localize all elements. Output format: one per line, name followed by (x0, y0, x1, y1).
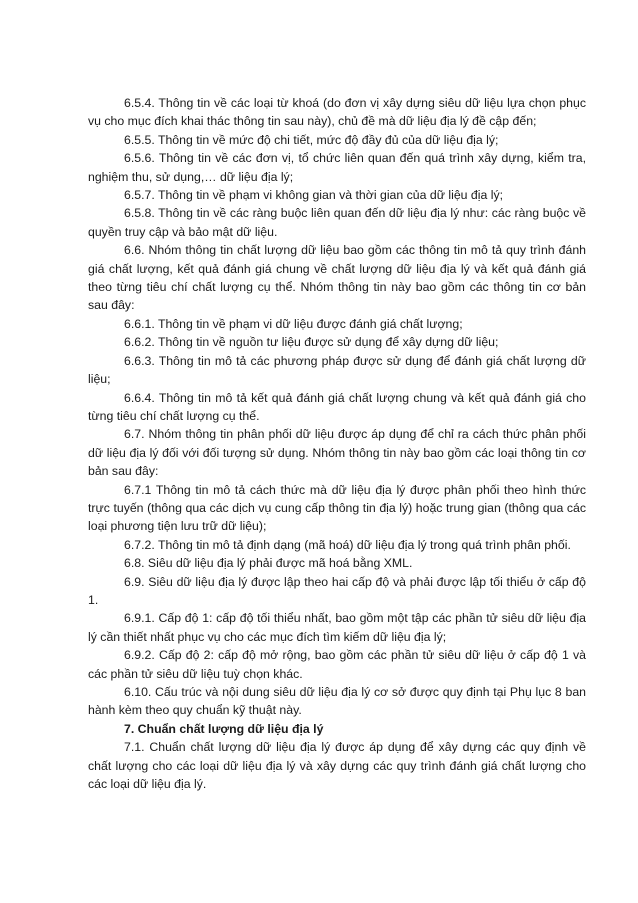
paragraph-6-5-5: 6.5.5. Thông tin về mức độ chi tiết, mức độ đầy đủ của dữ liệu địa lý; (124, 132, 499, 147)
paragraph-6-7-2: 6.7.2. Thông tin mô tả định dạng (mã hoá) dữ liệu địa lý trong quá trình phân phối. (124, 537, 571, 552)
paragraph-6-8: 6.8. Siêu dữ liệu địa lý phải được mã hoá bằng XML. (124, 556, 413, 571)
paragraph-6-7: 6.7. Nhóm thông tin phân phối dữ liệu được áp dụng để chỉ ra cách thức phân phối dữ liệu địa lý đối với đối tượng sử dụng. Nhóm thông tin này bao gồm các loại thông tin cơ bản sau đây: (88, 427, 586, 479)
paragraph-6-5-6: 6.5.6. Thông tin về các đơn vị, tổ chức liên quan đến quá trình xây dựng, kiểm tra, nghiệm thu, sử dụng,… dữ liệu địa lý; (88, 151, 586, 184)
paragraph-6-6: 6.6. Nhóm thông tin chất lượng dữ liệu bao gồm các thông tin mô tả quy trình đánh giá chất lượng, kết quả đánh giá chung về chất lượng dữ liệu địa lý và kết quả đánh giá theo từng tiêu chí chất lượng cụ thể. Nhóm thông tin này bao gồm các thông tin cơ bản sau đây: (88, 243, 586, 313)
paragraph-6-6-1: 6.6.1. Thông tin về phạm vi dữ liệu được đánh giá chất lượng; (124, 316, 463, 331)
paragraph-6-9-1: 6.9.1. Cấp độ 1: cấp độ tối thiểu nhất, bao gồm một tập các phần tử siêu dữ liệu địa lý cần thiết nhất phục vụ cho các mục đích tìm kiếm dữ liệu địa lý; (88, 611, 586, 644)
paragraph-6-7-1: 6.7.1 Thông tin mô tả cách thức mà dữ liệu địa lý được phân phối theo hình thức trực tuyến (thông qua các dịch vụ cung cấp thông tin địa lý) hoặc trung gian (thông qua các loại phương tiện lưu trữ dữ liệu); (88, 482, 586, 534)
paragraph-6-5-8: 6.5.8. Thông tin về các ràng buộc liên quan đến dữ liệu địa lý như: các ràng buộc về quyền truy cập và bảo mật dữ liệu. (88, 206, 586, 239)
section-heading-7: 7. Chuẩn chất lượng dữ liệu địa lý (124, 721, 324, 736)
paragraph-7-1: 7.1. Chuẩn chất lượng dữ liệu địa lý được áp dụng để xây dựng các quy định về chất lượng cho các loại dữ liệu địa lý và xây dựng các quy trình đánh giá chất lượng cho các loại dữ liệu địa lý. (88, 740, 586, 792)
paragraph-6-5-4: 6.5.4. Thông tin về các loại từ khoá (do đơn vị xây dựng siêu dữ liệu lựa chọn phục vụ cho mục đích khai thác thông tin sau này), chủ đề mà dữ liệu địa lý đề cập đến; (88, 96, 586, 129)
paragraph-6-10: 6.10. Cấu trúc và nội dung siêu dữ liệu địa lý cơ sở được quy định tại Phụ lục 8 ban hành kèm theo quy chuẩn kỹ thuật này. (88, 685, 586, 718)
paragraph-6-5-7: 6.5.7. Thông tin về phạm vi không gian và thời gian của dữ liệu địa lý; (124, 188, 504, 203)
paragraph-6-6-4: 6.6.4. Thông tin mô tả kết quả đánh giá chất lượng chung và kết quả đánh giá cho từng tiêu chí chất lượng cụ thể. (88, 390, 586, 423)
paragraph-6-9: 6.9. Siêu dữ liệu địa lý được lập theo hai cấp độ và phải được lập tối thiểu ở cấp độ 1. (88, 574, 586, 607)
document-body (88, 94, 586, 793)
paragraph-6-6-2: 6.6.2. Thông tin về nguồn tư liệu được sử dụng để xây dựng dữ liệu; (124, 335, 499, 350)
paragraph-6-6-3: 6.6.3. Thông tin mô tả các phương pháp được sử dụng để đánh giá chất lượng dữ liệu; (88, 353, 586, 387)
paragraph-6-9-2: 6.9.2. Cấp độ 2: cấp độ mở rộng, bao gồm các phần tử siêu dữ liệu ở cấp độ 1 và các phần tử siêu dữ liệu tuỳ chọn khác. (88, 648, 586, 681)
